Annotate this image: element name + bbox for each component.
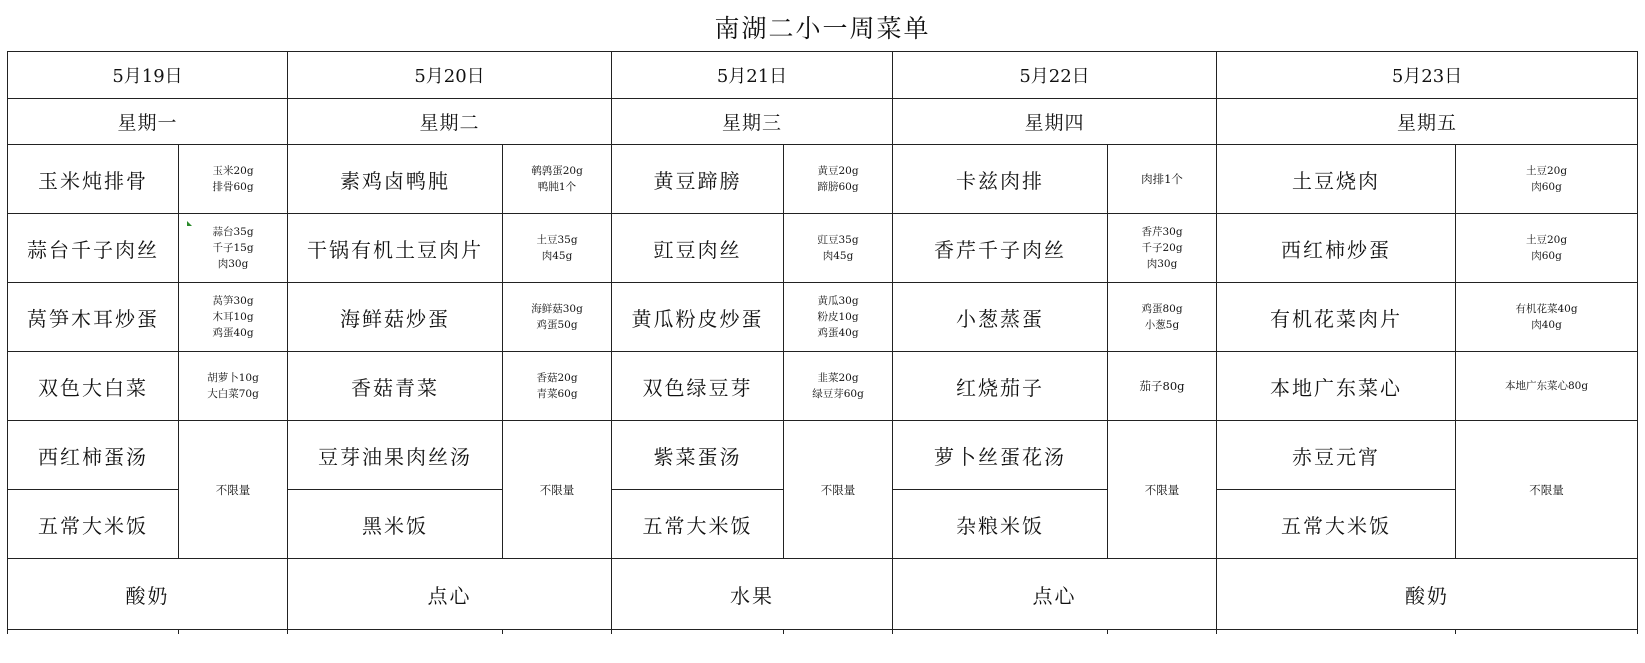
dish-row [8,214,1638,283]
date-cell: 5月20日 [288,52,612,99]
weekday-cell: 星期五 [1217,99,1638,145]
soup-cell: 豆芽油果肉丝汤 [288,421,503,490]
dish-row [8,352,1638,421]
staple-cell: 五常大米饭 [8,490,179,559]
dish-quantity-cell: 土豆20g 肉60g [1456,214,1638,283]
dish-name-cell: 蒜台千子肉丝 [8,214,179,283]
dish-name-cell: 双色大白菜 [8,352,179,421]
dish-quantity-cell: 茄子80g [1108,352,1217,421]
dish-name-cell: 黄瓜粉皮炒蛋 [612,283,784,352]
weekday-cell: 星期四 [893,99,1217,145]
empty-cell [8,630,179,635]
extra-cell: 酸奶 [8,559,288,630]
dish-name-cell: 香菇青菜 [288,352,503,421]
dish-name-cell: 黄豆蹄膀 [612,145,784,214]
extra-row [8,559,1638,630]
empty-cell [503,630,612,635]
empty-cell [1217,630,1456,635]
empty-cell [784,630,893,635]
extra-cell: 水果 [612,559,893,630]
dish-quantity-cell: 韭菜20g 绿豆芽60g [784,352,893,421]
dish-quantity-cell: 鸡蛋80g 小葱5g [1108,283,1217,352]
dish-name-cell: 小葱蒸蛋 [893,283,1108,352]
date-cell: 5月22日 [893,52,1217,99]
menu-sheet [7,3,1637,663]
unlimited-quantity-cell: 不限量 [1108,421,1217,559]
dish-quantity-cell: 海鲜菇30g 鸡蛋50g [503,283,612,352]
dish-name-cell: 西红柿炒蛋 [1217,214,1456,283]
dish-name-cell: 有机花菜肉片 [1217,283,1456,352]
empty-cell [612,630,784,635]
date-cell: 5月19日 [8,52,288,99]
dish-quantity-cell: 香芹30g 千子20g 肉30g [1108,214,1217,283]
date-cell: 5月23日 [1217,52,1638,99]
weekday-cell: 星期三 [612,99,893,145]
unlimited-quantity-cell: 不限量 [784,421,893,559]
soup-cell: 萝卜丝蛋花汤 [893,421,1108,490]
dish-name-cell: 干锅有机土豆肉片 [288,214,503,283]
dish-quantity-cell: 豇豆35g 肉45g [784,214,893,283]
dish-name-cell: 玉米炖排骨 [8,145,179,214]
dish-quantity-cell: 黄豆20g 蹄膀60g [784,145,893,214]
dish-name-cell: 红烧茄子 [893,352,1108,421]
empty-cell [1456,630,1638,635]
extra-cell: 点心 [893,559,1217,630]
trailing-row [8,630,1638,635]
dish-quantity-cell: 莴笋30g 木耳10g 鸡蛋40g [179,283,288,352]
dish-name-cell: 素鸡卤鸭肫 [288,145,503,214]
cell-comment-marker [187,221,192,226]
empty-cell [893,630,1108,635]
staple-cell: 五常大米饭 [612,490,784,559]
dish-name-cell: 土豆烧肉 [1217,145,1456,214]
soup-cell: 紫菜蛋汤 [612,421,784,490]
weekday-cell: 星期二 [288,99,612,145]
unlimited-quantity-cell: 不限量 [503,421,612,559]
dish-name-cell: 卡兹肉排 [893,145,1108,214]
dish-quantity-cell: 本地广东菜心80g [1456,352,1638,421]
dish-row [8,283,1638,352]
dish-quantity-cell: 土豆35g 肉45g [503,214,612,283]
staple-cell: 黑米饭 [288,490,503,559]
dish-name-cell: 香芹千子肉丝 [893,214,1108,283]
empty-cell [179,630,288,635]
dish-quantity-cell: 鹌鹑蛋20g 鸭肫1个 [503,145,612,214]
unlimited-quantity-cell: 不限量 [1456,421,1638,559]
staple-cell: 五常大米饭 [1217,490,1456,559]
menu-title: 南湖二小一周菜单 [8,3,1638,52]
soup-cell: 赤豆元宵 [1217,421,1456,490]
weekly-menu-table [7,3,1638,634]
unlimited-quantity-cell: 不限量 [179,421,288,559]
dish-quantity-cell: 蒜台35g 千子15g 肉30g [179,214,288,283]
extra-cell: 点心 [288,559,612,630]
date-cell: 5月21日 [612,52,893,99]
dish-quantity-cell: 肉排1个 [1108,145,1217,214]
dish-name-cell: 海鲜菇炒蛋 [288,283,503,352]
dish-name-cell: 双色绿豆芽 [612,352,784,421]
dish-name-cell: 本地广东菜心 [1217,352,1456,421]
dish-quantity-cell: 土豆20g 肉60g [1456,145,1638,214]
staple-cell: 杂粮米饭 [893,490,1108,559]
empty-cell [288,630,503,635]
weekday-row [8,99,1638,145]
dish-quantity-cell: 玉米20g 排骨60g [179,145,288,214]
dish-name-cell: 豇豆肉丝 [612,214,784,283]
empty-cell [1108,630,1217,635]
date-row [8,52,1638,99]
extra-cell: 酸奶 [1217,559,1638,630]
weekday-cell: 星期一 [8,99,288,145]
dish-quantity-cell: 香菇20g 青菜60g [503,352,612,421]
dish-row [8,145,1638,214]
dish-name-cell: 莴笋木耳炒蛋 [8,283,179,352]
soup-row [8,421,1638,490]
dish-quantity-cell: 黄瓜30g 粉皮10g 鸡蛋40g [784,283,893,352]
soup-cell: 西红柿蛋汤 [8,421,179,490]
dish-quantity-cell: 胡萝卜10g 大白菜70g [179,352,288,421]
dish-quantity-cell: 有机花菜40g 肉40g [1456,283,1638,352]
